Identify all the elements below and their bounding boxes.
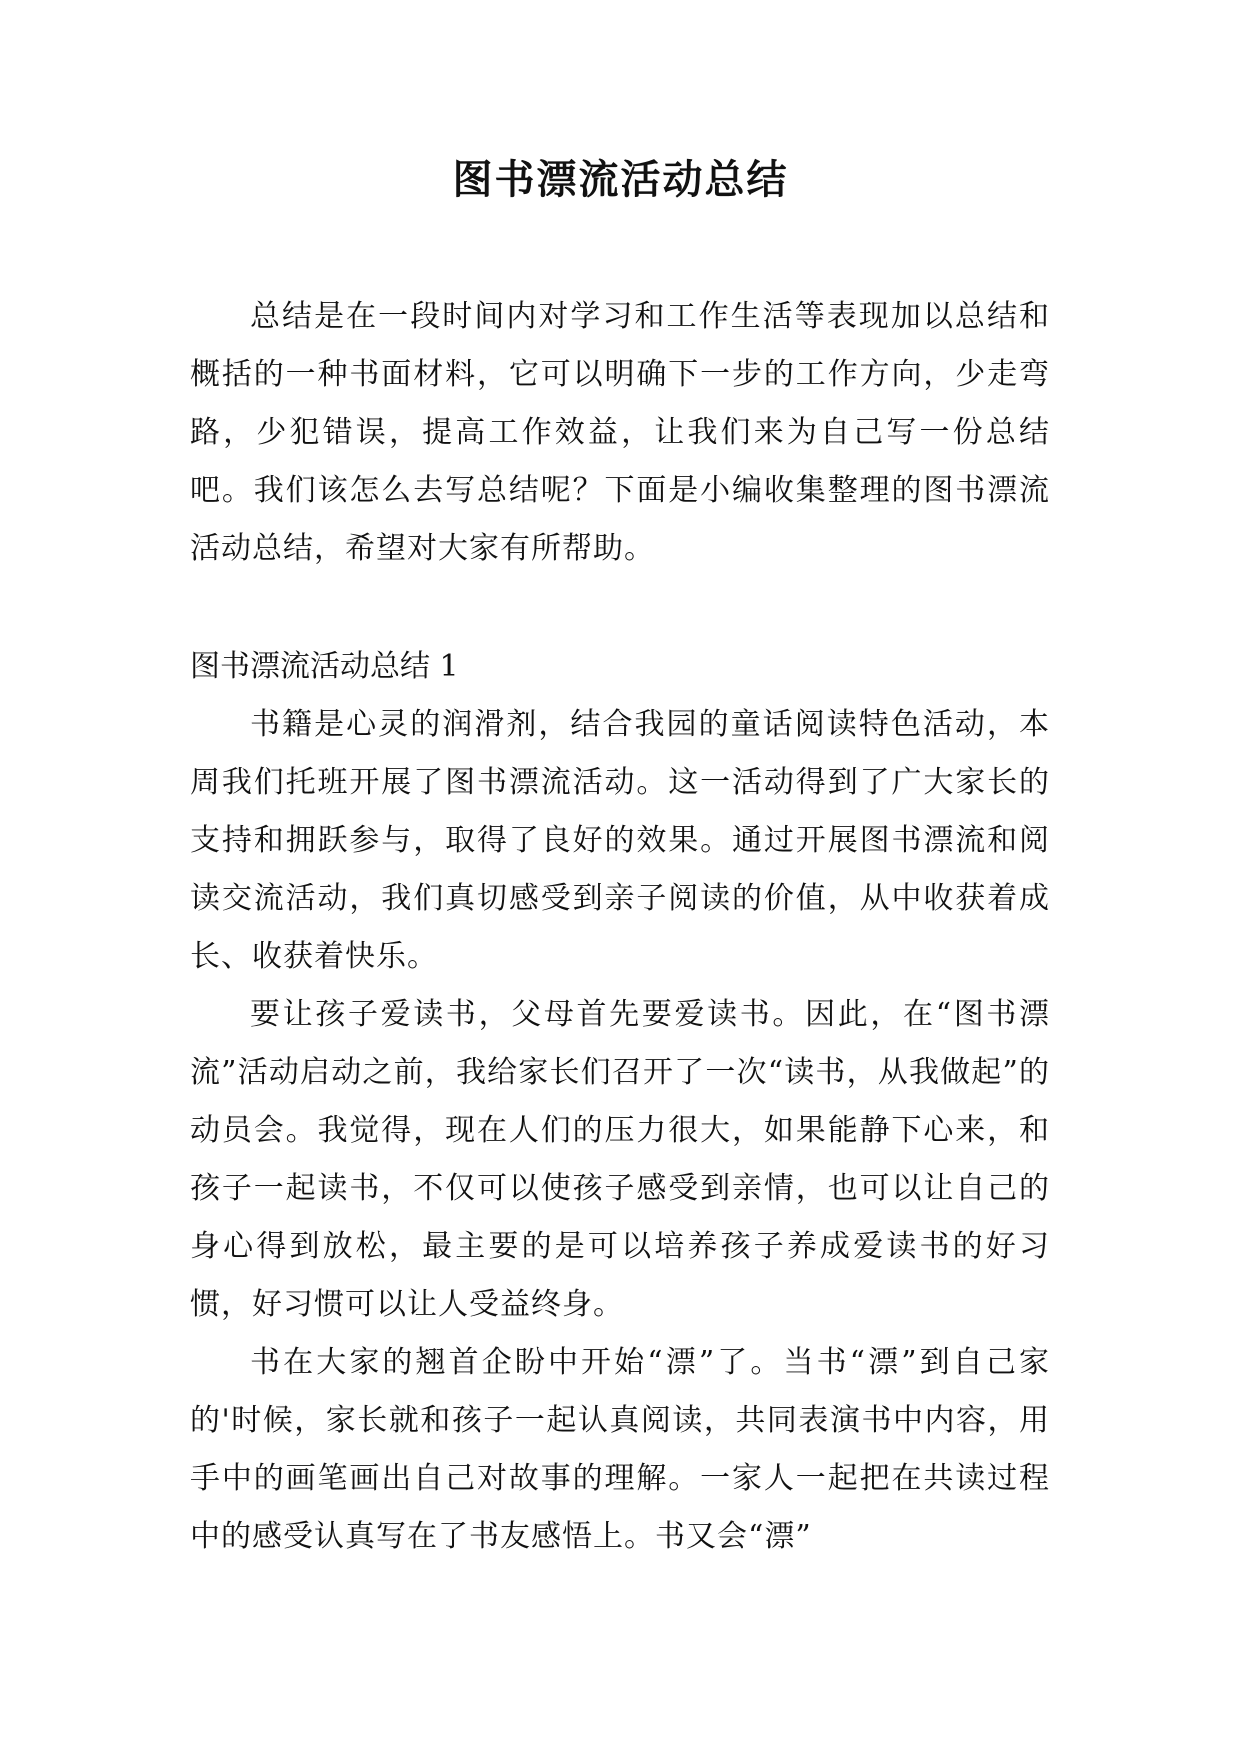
section-heading: 图书漂流活动总结 1 bbox=[190, 649, 459, 684]
body-paragraph-3: 书在大家的翘首企盼中开始“漂”了。当书“漂”到自己家的'时候，家长就和孩子一起认真阅读，共同表演书中内容，用手中的画笔画出自己对故事的理解。一家人一起把在共读过程中的感受认真写在了书友感悟上。书又会“漂” bbox=[190, 1345, 1050, 1554]
body-paragraph-1: 书籍是心灵的润滑剂，结合我园的童话阅读特色活动，本周我们托班开展了图书漂流活动。这一活动得到了广大家长的支持和拥跃参与，取得了良好的效果。通过开展图书漂流和阅读交流活动，我们真切感受到亲子阅读的价值，从中收获着成长、收获着快乐。 bbox=[190, 707, 1050, 974]
intro-paragraph: 总结是在一段时间内对学习和工作生活等表现加以总结和概括的一种书面材料，它可以明确下一步的工作方向，少走弯路，少犯错误，提高工作效益，让我们来为自己写一份总结吧。我们该怎么去写总结呢？下面是小编收集整理的图书漂流活动总结，希望对大家有所帮助。 bbox=[190, 299, 1050, 566]
body-paragraph-2: 要让孩子爱读书，父母首先要爱读书。因此，在“图书漂流”活动启动之前，我给家长们召开了一次“读书，从我做起”的动员会。我觉得，现在人们的压力很大，如果能静下心来，和孩子一起读书，不仅可以使孩子感受到亲情，也可以让自己的身心得到放松，最主要的是可以培养孩子养成爱读书的好习惯，好习惯可以让人受益终身。 bbox=[190, 997, 1050, 1322]
document-body bbox=[190, 288, 1050, 1566]
document-title: 图书漂流活动总结 bbox=[452, 157, 789, 203]
